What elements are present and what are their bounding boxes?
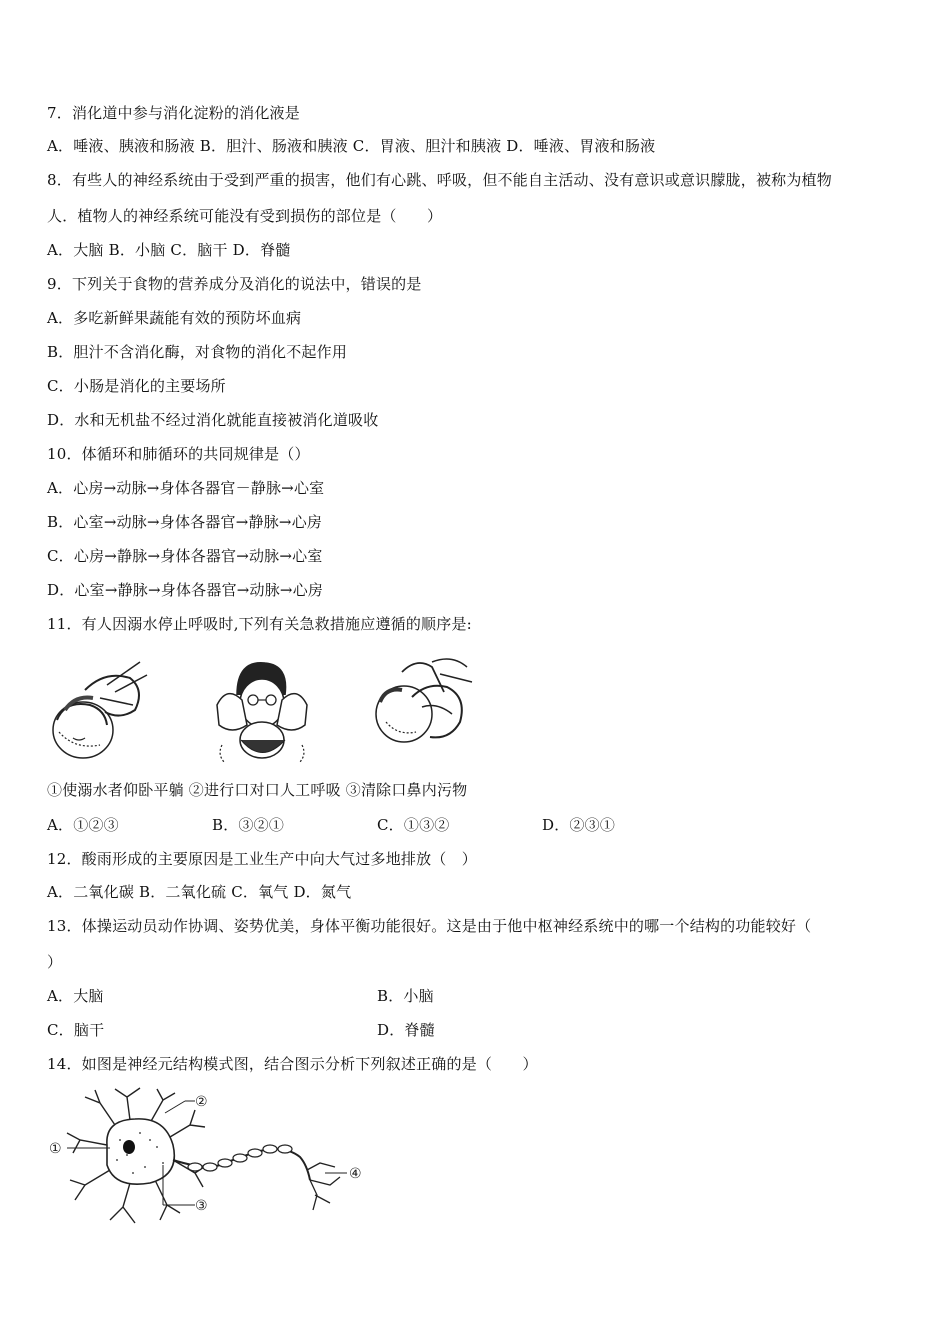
- axon-terminals: [307, 1163, 340, 1210]
- q11-steps: ①使溺水者仰卧平躺 ②进行口对口人工呼吸 ③清除口鼻内污物: [47, 781, 468, 799]
- q9-stem: 9．下列关于食物的营养成分及消化的说法中，错误的是: [47, 275, 422, 293]
- rescue-figure-1: [45, 650, 155, 770]
- q14-stem: 14．如图是神经元结构模式图，结合图示分析下列叙述正确的是（ ）: [47, 1055, 538, 1073]
- q11-option-b: B．③②①: [212, 816, 285, 834]
- nucleus: [123, 1140, 135, 1154]
- neuron-label-1: ①: [49, 1141, 62, 1157]
- neuron-label-3: ③: [195, 1198, 208, 1214]
- q9-option-b: B．胆汁不含消化酶，对食物的消化不起作用: [47, 343, 348, 361]
- q10-option-c: C．心房→静脉→身体各器官→动脉→心室: [47, 547, 323, 565]
- q11-stem: 11．有人因溺水停止呼吸时,下列有关急救措施应遵循的顺序是:: [47, 615, 472, 633]
- q10-option-d: D．心室→静脉→身体各器官→动脉→心房: [47, 581, 324, 599]
- q9-option-d: D．水和无机盐不经过消化就能直接被消化道吸收: [47, 411, 379, 429]
- q11-option-c: C．①③②: [377, 816, 450, 834]
- q13-stem-line1: 13．体操运动员动作协调、姿势优美，身体平衡功能很好。这是由于他中枢神经系统中的哪一个结构的功能较好（: [47, 917, 812, 935]
- neuron-label-2: ②: [195, 1094, 208, 1110]
- q10-option-a: A．心房→动脉→身体各器官－静脉→心室: [47, 479, 325, 497]
- myelin-sheath: [188, 1145, 292, 1171]
- q13-option-c: C．脑干: [47, 1021, 105, 1039]
- q12-options: A．二氧化碳 B．二氧化硫 C．氧气 D．氮气: [47, 883, 352, 901]
- rescue-figure-2: [207, 655, 317, 767]
- q8-stem-line1: 8．有些人的神经系统由于受到严重的损害，他们有心跳、呼吸，但不能自主活动、没有意识或意识朦胧，被称为植物: [47, 171, 832, 189]
- neuron-label-4: ④: [349, 1166, 362, 1182]
- q13-option-a: A．大脑: [47, 987, 104, 1005]
- neuron-diagram: [45, 1085, 375, 1230]
- q13-option-b: B．小脑: [377, 987, 434, 1005]
- q9-option-c: C．小肠是消化的主要场所: [47, 377, 226, 395]
- cell-body: [107, 1119, 174, 1184]
- q8-options: A．大脑 B．小脑 C．脑干 D．脊髓: [47, 241, 291, 259]
- rescue-figure-3: [372, 652, 477, 752]
- q11-option-d: D．②③①: [542, 816, 616, 834]
- q9-option-a: A．多吃新鲜果蔬能有效的预防坏血病: [47, 309, 302, 327]
- q10-option-b: B．心室→动脉→身体各器官→静脉→心房: [47, 513, 323, 531]
- q13-stem-line2: ）: [47, 953, 63, 971]
- q7-options: A．唾液、胰液和肠液 B．胆汁、肠液和胰液 C．胃液、胆汁和胰液 D．唾液、胃液和肠液: [47, 137, 656, 155]
- q12-stem: 12．酸雨形成的主要原因是工业生产中向大气过多地排放（ ）: [47, 850, 477, 868]
- q8-stem-line2: 人．植物人的神经系统可能没有受到损伤的部位是（ ）: [47, 207, 443, 225]
- q11-option-a: A．①②③: [47, 816, 119, 834]
- q13-option-d: D．脊髓: [377, 1021, 435, 1039]
- q7-stem: 7．消化道中参与消化淀粉的消化液是: [47, 104, 300, 122]
- q10-stem: 10．体循环和肺循环的共同规律是（）: [47, 445, 310, 463]
